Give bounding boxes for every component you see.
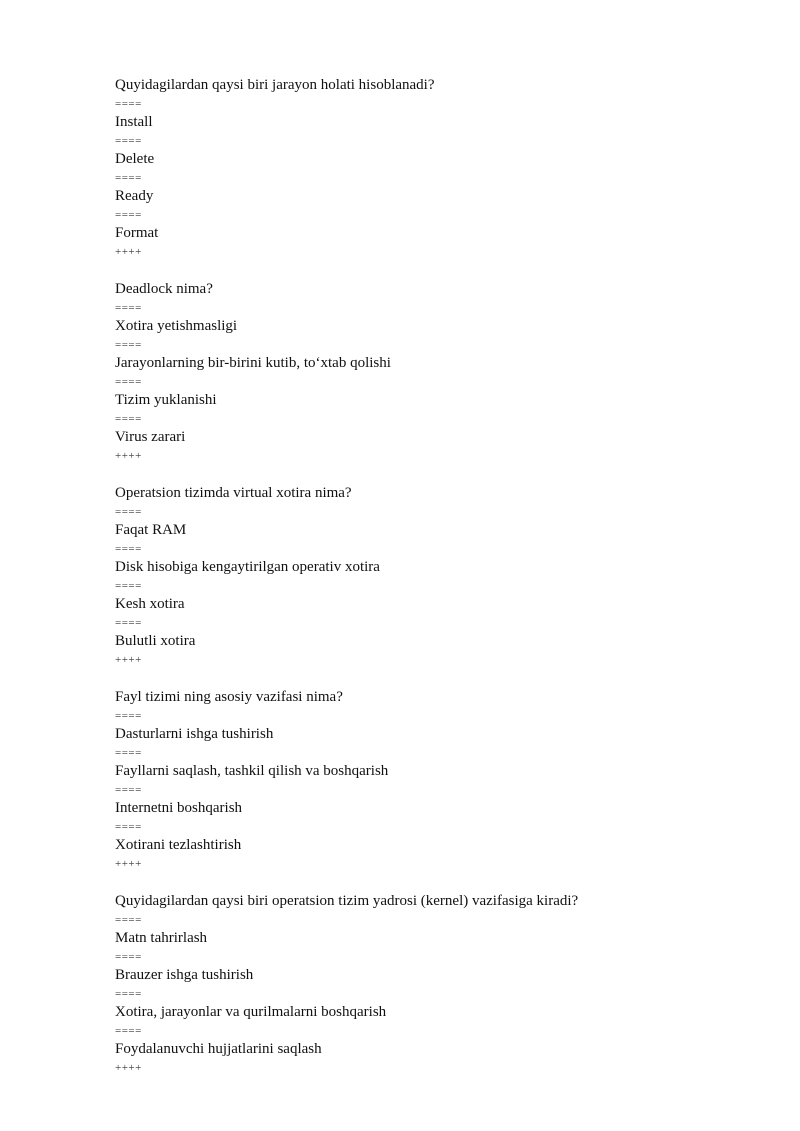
answer-option: Tizim yuklanishi bbox=[115, 392, 217, 408]
answer-option: Dasturlarni ishga tushirish bbox=[115, 726, 274, 742]
option-separator: ==== bbox=[115, 134, 142, 147]
answer-option: Format bbox=[115, 225, 159, 241]
question-block bbox=[115, 892, 755, 1077]
question-end-marker: ++++ bbox=[115, 449, 142, 462]
question-end-marker: ++++ bbox=[115, 1061, 142, 1074]
answer-option: Ready bbox=[115, 188, 154, 204]
option-separator: ==== bbox=[115, 616, 142, 629]
question-end-marker: ++++ bbox=[115, 857, 142, 870]
question-text: Deadlock nima? bbox=[115, 281, 213, 297]
answer-option: Disk hisobiga kengaytirilgan operativ xotira bbox=[115, 559, 380, 575]
question-text: Operatsion tizimda virtual xotira nima? bbox=[115, 485, 352, 501]
question-block bbox=[115, 484, 755, 669]
answer-option: Fayllarni saqlash, tashkil qilish va boshqarish bbox=[115, 763, 389, 779]
answer-option: Matn tahrirlash bbox=[115, 930, 208, 946]
answer-option: Bulutli xotira bbox=[115, 633, 196, 649]
option-separator: ==== bbox=[115, 208, 142, 221]
answer-option: Xotira, jarayonlar va qurilmalarni boshqarish bbox=[115, 1004, 387, 1020]
question-block bbox=[115, 280, 755, 465]
option-separator: ==== bbox=[115, 783, 142, 796]
document-page bbox=[115, 76, 755, 1096]
option-separator: ==== bbox=[115, 1024, 142, 1037]
option-separator: ==== bbox=[115, 505, 142, 518]
answer-option: Virus zarari bbox=[115, 429, 186, 445]
option-separator: ==== bbox=[115, 746, 142, 759]
option-separator: ==== bbox=[115, 950, 142, 963]
question-text: Quyidagilardan qaysi biri operatsion tizim yadrosi (kernel) vazifasiga kiradi? bbox=[115, 893, 579, 909]
answer-option: Install bbox=[115, 114, 153, 130]
question-end-marker: ++++ bbox=[115, 653, 142, 666]
option-separator: ==== bbox=[115, 987, 142, 1000]
option-separator: ==== bbox=[115, 709, 142, 722]
answer-option: Jarayonlarning bir-birini kutib, to‘xtab qolishi bbox=[115, 355, 391, 371]
option-separator: ==== bbox=[115, 97, 142, 110]
question-block bbox=[115, 76, 755, 261]
option-separator: ==== bbox=[115, 338, 142, 351]
option-separator: ==== bbox=[115, 171, 142, 184]
answer-option: Delete bbox=[115, 151, 155, 167]
option-separator: ==== bbox=[115, 820, 142, 833]
question-text: Quyidagilardan qaysi biri jarayon holati hisoblanadi? bbox=[115, 77, 435, 93]
question-block bbox=[115, 688, 755, 873]
option-separator: ==== bbox=[115, 579, 142, 592]
option-separator: ==== bbox=[115, 542, 142, 555]
question-end-marker: ++++ bbox=[115, 245, 142, 258]
answer-option: Xotira yetishmasligi bbox=[115, 318, 238, 334]
option-separator: ==== bbox=[115, 913, 142, 926]
option-separator: ==== bbox=[115, 412, 142, 425]
answer-option: Kesh xotira bbox=[115, 596, 185, 612]
answer-option: Brauzer ishga tushirish bbox=[115, 967, 254, 983]
answer-option: Internetni boshqarish bbox=[115, 800, 243, 816]
option-separator: ==== bbox=[115, 375, 142, 388]
answer-option: Foydalanuvchi hujjatlarini saqlash bbox=[115, 1041, 322, 1057]
question-text: Fayl tizimi ning asosiy vazifasi nima? bbox=[115, 689, 343, 705]
answer-option: Xotirani tezlashtirish bbox=[115, 837, 242, 853]
option-separator: ==== bbox=[115, 301, 142, 314]
answer-option: Faqat RAM bbox=[115, 522, 187, 538]
